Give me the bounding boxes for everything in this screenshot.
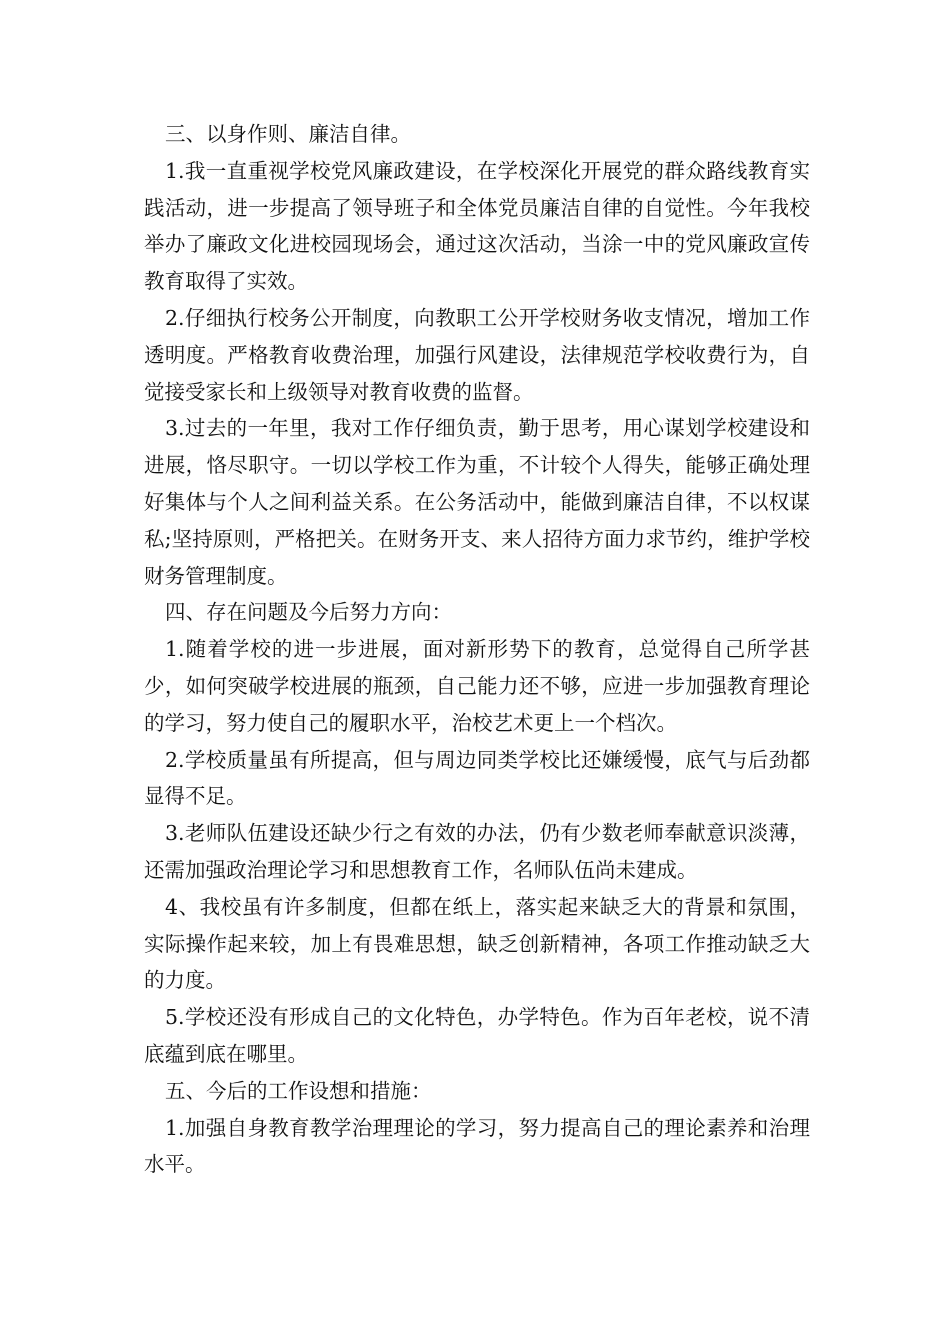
paragraph: 2.学校质量虽有所提高，但与周边同类学校比还嫌缓慢，底气与后劲都显得不足。 (144, 747, 810, 809)
paragraph: 1.我一直重视学校党风廉政建设，在学校深化开展党的群众路线教育实践活动，进一步提高了领导班子和全体党员廉洁自律的自觉性。今年我校举办了廉政文化进校园现场会，通过这次活动，当涂一中的党风廉政宣传教育取得了实效。 (144, 158, 810, 294)
paragraph: 1.加强自身教育教学治理理论的学习，努力提高自己的理论素养和治理水平。 (144, 1115, 810, 1177)
section-heading-3: 三、以身作则、廉洁自律。 (165, 122, 411, 146)
paragraph: 3.老师队伍建设还缺少行之有效的办法，仍有少数老师奉献意识淡薄，还需加强政治理论学习和思想教育工作，名师队伍尚未建成。 (144, 821, 810, 882)
paragraph: 2.仔细执行校务公开制度，向教职工公开学校财务收支情况，增加工作透明度。严格教育收费治理，加强行风建设，法律规范学校收费行为，自觉接受家长和上级领导对教育收费的监督。 (144, 305, 810, 404)
document-body (144, 116, 810, 1183)
paragraph: 4、我校虽有许多制度，但都在纸上，落实起来缺乏大的背景和氛围，实际操作起来较，加上有畏难思想，缺乏创新精神，各项工作推动缺乏大的力度。 (144, 894, 810, 993)
section-heading-4: 四、存在问题及今后努力方向： (165, 600, 452, 625)
paragraph: 5.学校还没有形成自己的文化特色，办学特色。作为百年老校，说不清底蕴到底在哪里。 (144, 1005, 810, 1066)
paragraph: 1.随着学校的进一步进展，面对新形势下的教育，总觉得自己所学甚少，如何突破学校进展的瓶颈，自己能力还不够，应进一步加强教育理论的学习，努力使自己的履职水平，治校艺术更上一个档次。 (144, 637, 810, 735)
section-heading-5: 五、今后的工作设想和措施： (165, 1078, 432, 1103)
paragraph: 3.过去的一年里，我对工作仔细负责，勤于思考，用心谋划学校建设和进展，恪尽职守。一切以学校工作为重，不计较个人得失，能够正确处理好集体与个人之间利益关系。在公务活动中，能做到廉洁自律，不以权谋私;坚持原则，严格把关。在财务开支、来人招待方面力求节约，维护学校财务管理制度。 (144, 416, 810, 588)
